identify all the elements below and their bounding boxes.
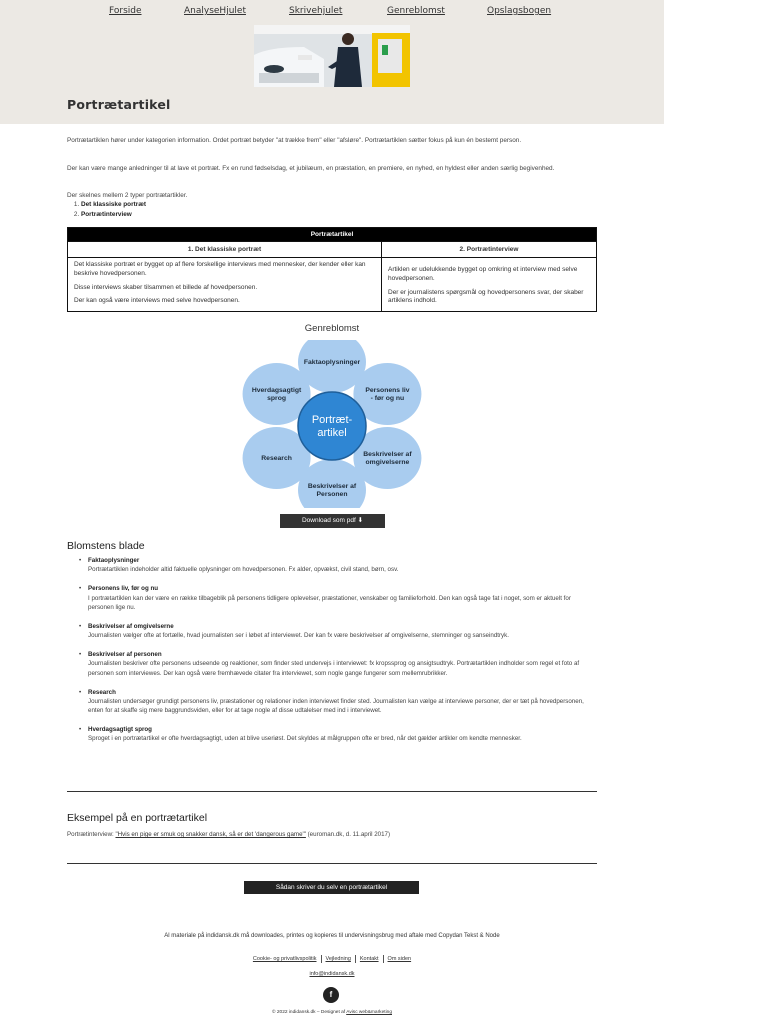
nav-link-genreblomst[interactable]: Genreblomst — [387, 6, 445, 16]
table-title: Portrætartikel — [68, 228, 596, 241]
flower-petal-label: Faktaoplysninger — [303, 359, 361, 366]
flower-title: Genreblomst — [304, 323, 360, 334]
nav-link-skrivehjulet[interactable]: Skrivehjulet — [289, 6, 343, 16]
intro-paragraph-1: Portrætartiklen hører under kategorien information. Ordet portræt betyder "at trække frem" eller "afsløre". Portrætartiklen sætter fokus på kun én bestemt person. — [67, 137, 522, 144]
flower-petal-label: Hverdagsagtigt sprog — [251, 387, 302, 402]
nav-link-opslagsbogen[interactable]: Opslagsbogen — [487, 6, 552, 16]
footer-links — [0, 955, 664, 963]
footer-separator — [321, 955, 322, 963]
blade-item-omgivelserne: • Beskrivelser af omgivelserne Journalisten vælger ofte at fortælle, hvad journalisten ser i løbet af interviewet. Der kan fx være beskrivelser af omgivelserne, stemninger og sanseindtryk. — [88, 622, 598, 640]
example-line: Portrætinterview: "Hvis en pige er smuk og snakker dansk, så er det 'dangerous game'" (euroman.dk, d. 11.april 2017) — [67, 831, 391, 838]
genre-flower-diagram — [218, 340, 446, 508]
blade-item-sprog: • Hverdagsagtigt sprog Sproget i en portrætartikel er ofte hverdagsagtigt, uden at blive useriøst. Det skyldes at målgruppen ofte er bred, når det gælder artikler om kendte mennesker. — [88, 725, 598, 743]
footer-link-kontakt[interactable]: Kontakt — [359, 956, 379, 963]
blade-list — [88, 556, 598, 754]
footer-email-row — [0, 971, 664, 977]
ad-image — [254, 25, 410, 87]
download-pdf-button[interactable]: Download som pdf ⬇ — [280, 514, 385, 528]
comparison-table — [67, 227, 597, 312]
blade-item-personen: • Beskrivelser af personen Journalisten beskriver ofte personens udseende og reaktioner, som finder sted undervejs i interviewet: fx kropssprog og ansigtsudtryk. Portrætartiklen indholder som regel et foto af personen som interviewes. Der kan også være fremhævede citater fra interviewet, som nogle gange fungerer som mellemrubrikker. — [88, 650, 598, 678]
example-article-link[interactable]: "Hvis en pige er smuk og snakker dansk, så er det 'dangerous game'" — [115, 831, 306, 838]
flower-petal-label: Personens liv - før og nu — [365, 387, 410, 402]
footer-separator — [383, 955, 384, 963]
footer-link-om-siden[interactable]: Om siden — [387, 956, 412, 963]
top-nav — [0, 6, 664, 20]
example-heading: Eksempel på en portrætartikel — [67, 812, 208, 824]
blade-item-personens-liv: • Personens liv, før og nu I portrætartiklen kan der være en række tilbageblik på personens tidligere oplevelser, præstationer, venskaber og familieforhold. Den kan også tage fat i noget, som er aktuelt for personen lige nu. — [88, 584, 598, 612]
flower-center-label: artikel — [317, 427, 347, 439]
table-col2-header: 2. Portrætinterview — [382, 241, 596, 257]
footer-credit: © 2022 indidansk.dk – Designet af Avisc web&marketing — [272, 1010, 392, 1015]
table-body-row — [68, 257, 596, 311]
table-col1-body: Det klassiske portræt er bygget op af flere forskellige interviews med mennesker, der kender eller kan beskrive hovedpersonen. Disse interviews skaber tilsammen et billede af hovedpersonen. Der kan også være interviews med selve hovedpersonen. — [68, 257, 382, 311]
intro-paragraph-2: Der kan være mange anledninger til at lave et portræt. Fx en rund fødselsdag, et jubilæum, en præstation, en premiere, en nyhed, en hyldest eller anden særlig begivenhed. — [67, 165, 555, 172]
blade-item-faktaoplysninger: • Faktaoplysninger Portrætartiklen indeholder altid faktuelle oplysninger om hovedpersonen. Fx alder, opvækst, civil stand, børn, osv. — [88, 556, 598, 574]
footer-email-link[interactable]: info@indidansk.dk — [309, 971, 355, 977]
how-to-write-button[interactable]: Sådan skriver du selv en portrætartikel — [244, 881, 419, 894]
divider — [67, 791, 597, 792]
flower-petal-label: Research — [261, 455, 292, 462]
footer-separator — [355, 955, 356, 963]
type-list-item: 2. Portrætinterview — [81, 210, 367, 220]
advertisement-banner[interactable] — [254, 25, 410, 87]
table-col1-header: 1. Det klassiske portræt — [68, 241, 382, 257]
footer-link-cookie[interactable]: Cookie- og privatlivspolitik — [252, 956, 317, 963]
intro-paragraph-3: Der skelnes mellem 2 typer portrætartikler. — [67, 192, 188, 199]
footer-link-vejledning[interactable]: Vejledning — [325, 956, 351, 963]
type-list — [67, 200, 367, 219]
blade-heading: Blomstens blade — [67, 540, 145, 552]
divider — [67, 863, 597, 864]
flower-center-label: Portræt- — [311, 414, 353, 426]
nav-link-forside[interactable]: Forside — [109, 6, 142, 16]
table-header-row — [68, 241, 596, 257]
nav-link-analysehjulet[interactable]: AnalyseHjulet — [184, 6, 246, 16]
flower-petal-label: Beskrivelser af Personen — [307, 483, 357, 498]
footer-copyright-note: Al materiale på indidansk.dk må downloades, printes og kopieres til undervisningsbrug med aftale med Copydan Tekst & Node — [164, 933, 500, 939]
type-list-item: 1. Det klassiske portræt — [81, 200, 367, 210]
facebook-icon[interactable]: f — [323, 987, 339, 1003]
flower-petal-label: Beskrivelser af omgivelserne — [363, 451, 412, 466]
footer-credit-link[interactable]: Avisc web&marketing — [346, 1010, 392, 1015]
page-title: Portrætartikel — [67, 97, 171, 112]
table-col2-body: Artiklen er udelukkende bygget op omkring et interview med selve hovedpersonen. Der er journalistens spørgsmål og hovedpersonens svar, der skaber artiklens indhold. — [382, 257, 596, 311]
flower-center — [298, 392, 366, 460]
blade-item-research: • Research Journalisten undersøger grundigt personens liv, præstationer og relationer inden interviewet finder sted. Journalisten kan vælge at interviewe personer, der er tæt på hovedpersonen, enten for at skaffe sig mere baggrundsviden, eller for at tage nogle af disse udtalelser med ind i interviewet. — [88, 688, 598, 716]
